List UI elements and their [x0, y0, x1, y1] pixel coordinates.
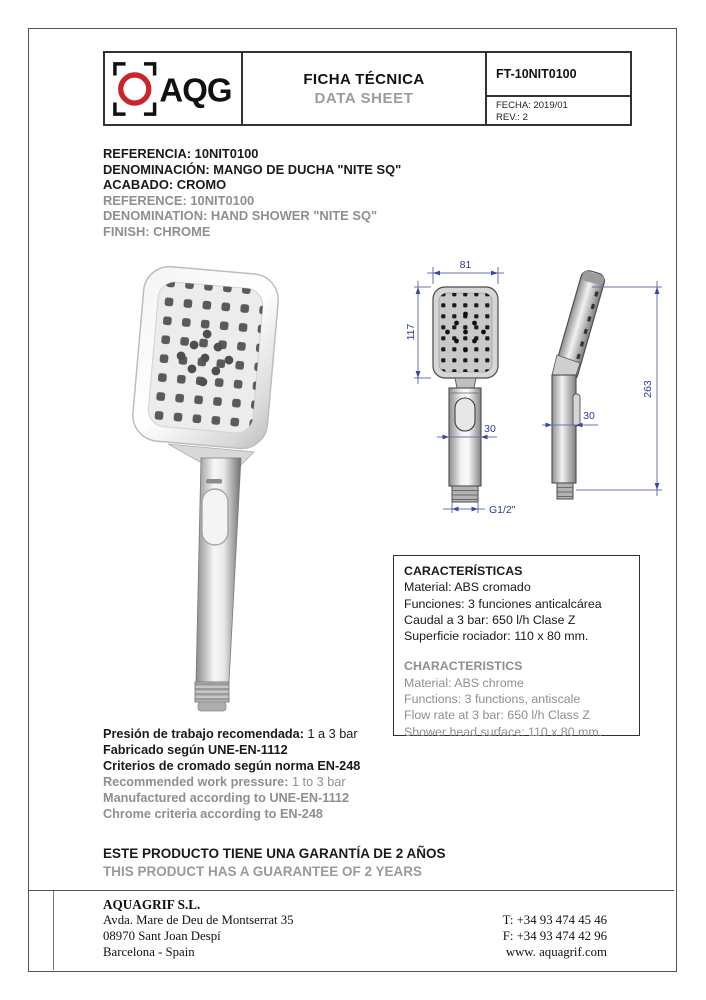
characteristics-title-es: CARACTERÍSTICAS — [404, 564, 523, 578]
pressure-value-en: 1 to 3 bar — [288, 775, 346, 790]
photo-mode-button — [202, 489, 228, 545]
sheet-title-es: FICHA TÉCNICA — [303, 70, 425, 88]
acabado-es: ACABADO: CROMO — [103, 177, 227, 193]
warranty-block — [103, 845, 446, 880]
title-cell — [243, 53, 487, 124]
photo-thread — [195, 682, 229, 702]
aqg-logo-icon — [112, 60, 234, 118]
material-en: Material: ABS chrome — [404, 675, 524, 690]
address-line: Barcelona - Spain — [103, 944, 195, 959]
doc-code: FT-10NIT0100 — [487, 53, 630, 97]
sheet-title-en: DATA SHEET — [314, 89, 414, 107]
flow-en: Flow rate at 3 bar: 650 l/h Class Z — [404, 708, 590, 723]
phone-line: T: +34 93 474 45 46 — [502, 913, 607, 927]
denomination-en: DENOMINATION: HAND SHOWER "NITE SQ" — [103, 208, 378, 224]
reference-block — [103, 146, 401, 240]
norm1-es: Fabricado según UNE-EN-1112 — [103, 743, 288, 758]
reference-en: REFERENCE: 10NIT0100 — [103, 192, 255, 208]
doc-date: FECHA: 2019/01 — [496, 100, 568, 111]
side-view-drawing — [540, 256, 680, 522]
photo-handle-slot — [206, 479, 222, 484]
fax-line: F: +34 93 474 42 96 — [502, 928, 607, 943]
doc-rev: REV.: 2 — [496, 111, 528, 123]
functions-en: Functions: 3 functions, antiscale — [404, 692, 581, 707]
footer-company-block — [103, 897, 294, 961]
photo-head — [131, 264, 281, 450]
finish-en: FINISH: CHROME — [103, 223, 211, 239]
header-table — [103, 51, 632, 126]
dimension-label: 81 — [459, 259, 472, 271]
doc-date-rev — [487, 97, 630, 124]
address-line: Avda. Mare de Deu de Montserrat 35 — [103, 912, 294, 927]
pressure-es — [103, 726, 360, 742]
logo-text: AQG — [159, 71, 232, 109]
warranty-en: THIS PRODUCT HAS A GUARANTEE OF 2 YEARS — [103, 863, 423, 879]
address-line: 08970 Sant Joan Despí — [103, 928, 221, 943]
pressure-value-es: 1 a 3 bar — [303, 727, 358, 741]
dimension-label: 30 — [583, 410, 595, 422]
norm1-en: Manufactured according to UNE-EN-1112 — [103, 791, 350, 806]
company-name: AQUAGRIF S.L. — [103, 897, 201, 912]
dimension-label: 263 — [642, 380, 654, 398]
front-view-drawing — [405, 256, 555, 522]
dimension-label: 30 — [484, 423, 496, 435]
dimension-thread — [443, 502, 485, 513]
dimension-label: 117 — [405, 323, 417, 341]
characteristics-title-en: CHARACTERISTICS — [404, 659, 523, 674]
characteristics-box — [393, 555, 640, 739]
doc-info-cell — [487, 53, 630, 124]
surface-es: Superficie rociador: 110 x 80 mm. — [404, 629, 589, 644]
pressure-label-en: Recommended work pressure: — [103, 775, 289, 790]
flow-es: Caudal a 3 bar: 650 l/h Clase Z — [404, 612, 576, 627]
website-link[interactable]: www. aquagrif.com — [505, 944, 607, 959]
product-photo-hand-shower — [98, 258, 298, 718]
denominacion-es: DENOMINACIÓN: MANGO DE DUCHA "NITE SQ" — [103, 161, 402, 177]
footer-separator-line — [29, 890, 674, 891]
surface-en: Shower head surface: 110 x 80 mm. — [404, 724, 603, 739]
logo-red-ring-icon — [121, 74, 149, 102]
warranty-es: ESTE PRODUCTO TIENE UNA GARANTÍA DE 2 AÑOS — [103, 846, 446, 861]
functions-es: Funciones: 3 funciones anticalcárea — [404, 596, 602, 611]
footer-box-left-edge — [53, 891, 54, 970]
pressure-en — [103, 774, 360, 790]
footer-contact-block — [380, 913, 607, 961]
pressure-block — [103, 726, 360, 823]
material-es: Material: ABS cromado — [404, 580, 531, 595]
pressure-label-es: Presión de trabajo recomendada: — [103, 727, 304, 741]
front-mode-button — [455, 398, 475, 431]
referencia-es: REFERENCIA: 10NIT0100 — [103, 146, 259, 161]
photo-thread-end — [198, 702, 226, 711]
dimension-label: G1/2" — [489, 504, 516, 516]
logo-cell — [105, 53, 243, 124]
norm2-es: Criterios de cromado según norma EN-248 — [103, 759, 361, 774]
norm2-en: Chrome criteria according to EN-248 — [103, 807, 323, 822]
side-mode-button — [573, 394, 580, 426]
